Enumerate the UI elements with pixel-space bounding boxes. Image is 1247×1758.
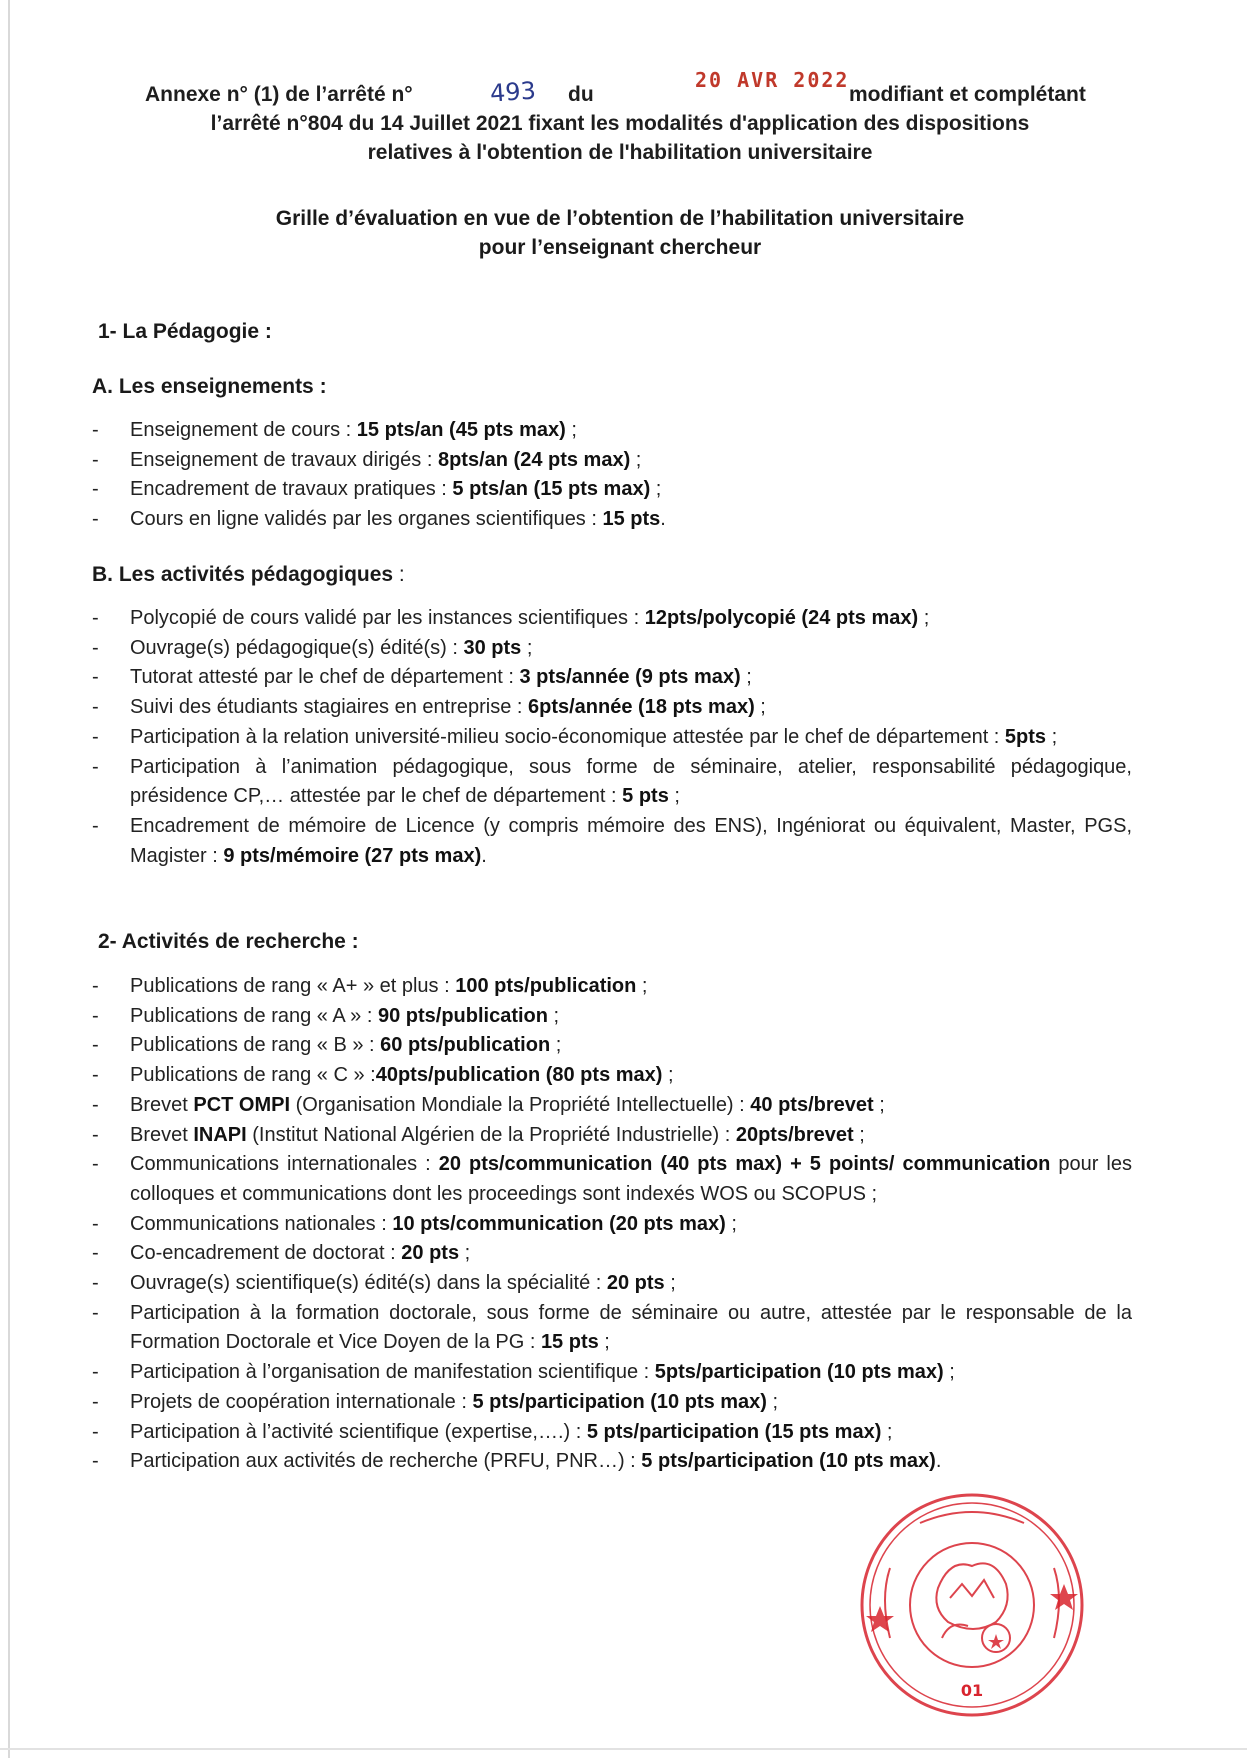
list-activites-recherche	[92, 972, 1132, 1477]
scan-edge-bottom	[0, 1748, 1247, 1750]
list-item: - Co-encadrement de doctorat : 20 pts ;	[92, 1239, 1132, 1269]
list-item: - Suivi des étudiants stagiaires en entreprise : 6pts/année (18 pts max) ;	[92, 693, 1132, 723]
list-item: - Publications de rang « C » :40pts/publication (80 pts max) ;	[92, 1061, 1132, 1091]
stamp-number: 01	[960, 1681, 984, 1700]
section-1-title: 1- La Pédagogie :	[98, 320, 272, 343]
list-item: - Participation à l’activité scientifique (expertise,….) : 5 pts/participation (15 pts max) ;	[92, 1418, 1132, 1448]
list-item: - Participation à l’organisation de manifestation scientifique : 5pts/participation (10 pts max) ;	[92, 1358, 1132, 1388]
du-label: du	[568, 83, 594, 106]
list-item: - Encadrement de mémoire de Licence (y compris mémoire des ENS), Ingéniorat ou équivalent, Master, PGS, Magister : 9 pts/mémoire (27 pts max).	[92, 812, 1132, 871]
list-item: - Publications de rang « A+ » et plus : 100 pts/publication ;	[92, 972, 1132, 1002]
section-1b-title: B. Les activités pédagogiques :	[92, 563, 405, 586]
list-item: - Participation à l’animation pédagogique, sous forme de séminaire, atelier, responsabilité pédagogique, présidence CP,… attestée par le chef de département : 5 pts ;	[92, 753, 1132, 812]
list-item: - Ouvrage(s) pédagogique(s) édité(s) : 30 pts ;	[92, 634, 1132, 664]
list-item: - Participation aux activités de recherche (PRFU, PNR…) : 5 pts/participation (10 pts max).	[92, 1447, 1132, 1477]
handwritten-arrete-number: 493	[489, 76, 537, 108]
document-subtitle	[120, 204, 1120, 262]
list-item: - Projets de coopération internationale : 5 pts/participation (10 pts max) ;	[92, 1388, 1132, 1418]
list-item: - Tutorat attesté par le chef de département : 3 pts/année (9 pts max) ;	[92, 663, 1132, 693]
list-item: - Enseignement de travaux dirigés : 8pts/an (24 pts max) ;	[92, 446, 1132, 476]
list-item: - Brevet PCT OMPI (Organisation Mondiale la Propriété Intellectuelle) : 40 pts/brevet ;	[92, 1091, 1132, 1121]
list-item: - Participation à la formation doctorale, sous forme de séminaire ou autre, attestée par le responsable de la Formation Doctorale et Vice Doyen de la PG : 15 pts ;	[92, 1299, 1132, 1358]
header-line-2: l’arrêté n°804 du 14 Juillet 2021 fixant les modalités d'application des dispositions	[210, 112, 1030, 135]
scan-edge-left	[8, 0, 10, 1758]
section-2-title: 2- Activités de recherche :	[98, 930, 359, 953]
annexe-label: Annexe n° (1) de l’arrêté n°	[145, 83, 413, 106]
list-item: - Participation à la relation université-milieu socio-économique attestée par le chef de département : 5pts ;	[92, 723, 1132, 753]
header-line-3: relatives à l'obtention de l'habilitation universitaire	[367, 141, 873, 164]
list-item: - Brevet INAPI (Institut National Algérien de la Propriété Industrielle) : 20pts/brevet ;	[92, 1121, 1132, 1151]
list-item: - Ouvrage(s) scientifique(s) édité(s) dans la spécialité : 20 pts ;	[92, 1269, 1132, 1299]
modifiant-label: modifiant et complétant	[849, 83, 1086, 106]
list-item: - Cours en ligne validés par les organes scientifiques : 15 pts.	[92, 505, 1132, 535]
list-item: - Polycopié de cours validé par les instances scientifiques : 12pts/polycopié (24 pts max) ;	[92, 604, 1132, 634]
list-item: - Publications de rang « A » : 90 pts/publication ;	[92, 1002, 1132, 1032]
stamped-date: 20 AVR 2022	[695, 68, 850, 92]
official-seal-stamp	[850, 1488, 1094, 1722]
list-item: - Enseignement de cours : 15 pts/an (45 pts max) ;	[92, 416, 1132, 446]
subtitle-line-2: pour l’enseignant chercheur	[478, 236, 762, 259]
header-line-1	[120, 80, 1120, 109]
section-1a-title: A. Les enseignements :	[92, 375, 327, 398]
list-enseignements	[92, 416, 1132, 535]
list-activites-pedagogiques	[92, 604, 1132, 871]
document-header	[120, 80, 1120, 167]
list-item: - Communications nationales : 10 pts/communication (20 pts max) ;	[92, 1210, 1132, 1240]
list-item: - Publications de rang « B » : 60 pts/publication ;	[92, 1031, 1132, 1061]
list-item: - Communications internationales : 20 pts/communication (40 pts max) + 5 points/ communication pour les colloques et communications dont les proceedings sont indexés WOS ou SCOPUS ;	[92, 1150, 1132, 1209]
subtitle-line-1: Grille d’évaluation en vue de l’obtention de l’habilitation universitaire	[275, 207, 965, 230]
list-item: - Encadrement de travaux pratiques : 5 pts/an (15 pts max) ;	[92, 475, 1132, 505]
